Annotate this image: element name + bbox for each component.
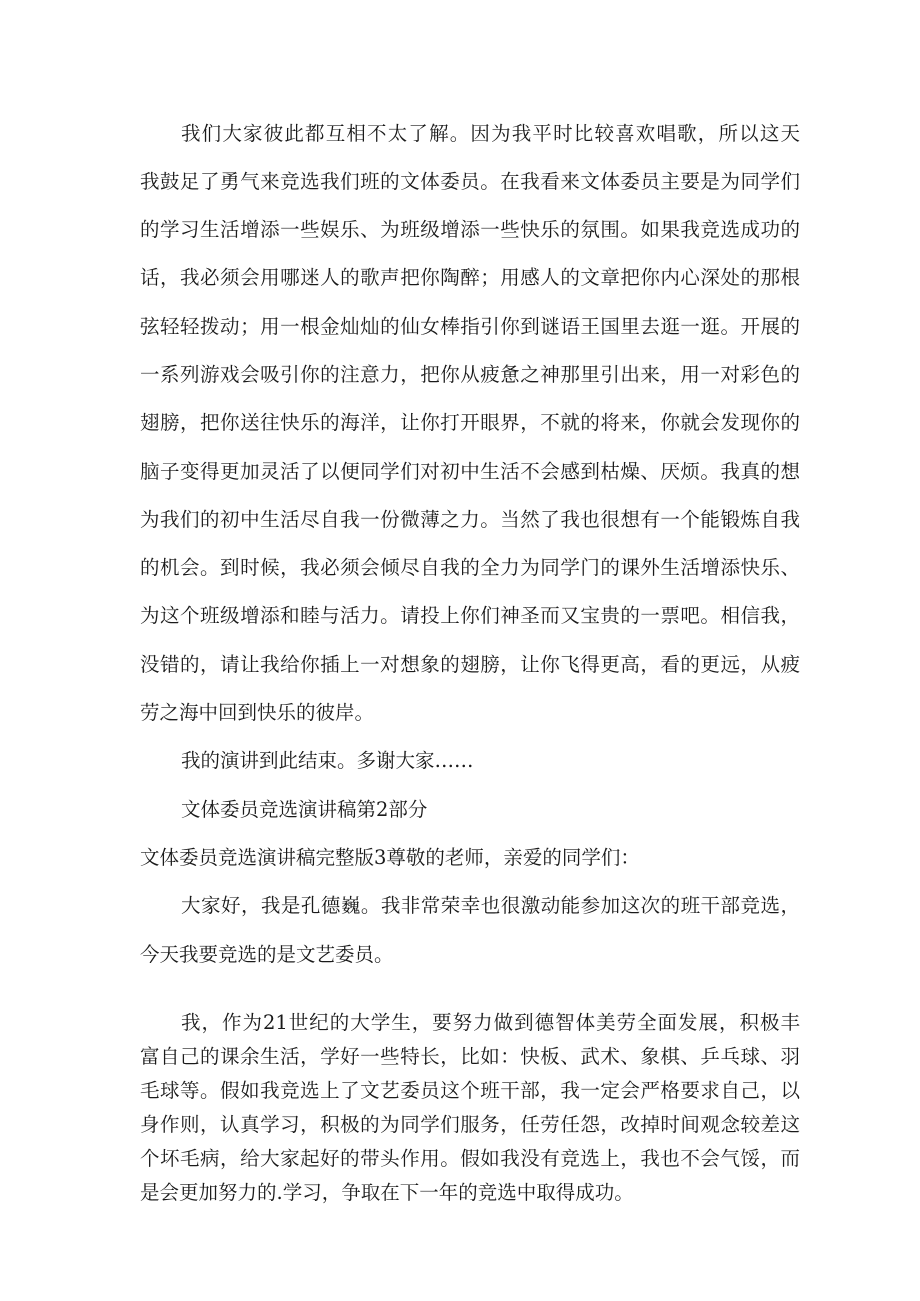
- paragraph-line: 的学习生活增添一些娱乐、为班级增添一些快乐的氛围。如果我竞选成功的: [140, 218, 800, 241]
- paragraph-line: 脑子变得更加灵活了以便同学们对初中生活不会感到枯燥、厌烦。我真的想: [140, 460, 800, 483]
- paragraph-line: 是会更加努力的.学习，争取在下一年的竞选中取得成功。: [140, 1181, 634, 1204]
- paragraph-line: 我们大家彼此都互相不太了解。因为我平时比较喜欢唱歌，所以这天: [181, 122, 800, 145]
- paragraph-line: 劳之海中回到快乐的彼岸。: [140, 701, 375, 724]
- paragraph-line: 话，我必须会用哪迷人的歌声把你陶醉；用感人的文章把你内心深处的那根: [140, 266, 800, 289]
- closing-line: 我的演讲到此结束。多谢大家……: [181, 749, 474, 772]
- paragraph-line: 我，作为21世纪的大学生，要努力做到德智体美劳全面发展，积极丰: [181, 1011, 800, 1034]
- paragraph-line: 为这个班级增添和睦与活力。请投上你们神圣而又宝贵的一票吧。相信我，: [140, 604, 800, 627]
- paragraph-line: 毛球等。假如我竞选上了文艺委员这个班干部，我一定会严格要求自己，以: [140, 1079, 800, 1102]
- speech-salutation: 文体委员竞选演讲稿完整版3尊敬的老师，亲爱的同学们：: [140, 846, 640, 869]
- section-heading: 文体委员竞选演讲稿第2部分: [181, 798, 428, 821]
- paragraph-line: 没错的，请让我给你插上一对想象的翅膀，让你飞得更高，看的更远，从疲: [140, 653, 800, 676]
- paragraph-line: 弦轻轻拨动；用一根金灿灿的仙女棒指引你到谜语王国里去逛一逛。开展的: [140, 315, 800, 338]
- paragraph-line: 为我们的初中生活尽自我一份微薄之力。当然了我也很想有一个能锻炼自我: [140, 508, 800, 531]
- paragraph-line: 富自己的课余生活，学好一些特长，比如：快板、武术、象棋、乒乓球、羽: [140, 1045, 800, 1068]
- paragraph-line: 大家好，我是孔德巍。我非常荣幸也很激动能参加这次的班干部竞选，: [181, 894, 800, 917]
- paragraph-line: 今天我要竞选的是文艺委员。: [140, 943, 394, 966]
- paragraph-line: 身作则，认真学习，积极的为同学们服务，任劳任怨，改掉时间观念较差这: [140, 1113, 800, 1136]
- paragraph-line: 一系列游戏会吸引你的注意力，把你从疲惫之神那里引出来，用一对彩色的: [140, 363, 800, 386]
- paragraph-line: 的机会。到时候，我必须会倾尽自我的全力为同学门的课外生活增添快乐、: [140, 556, 800, 579]
- paragraph-line: 个坏毛病，给大家起好的带头作用。假如我没有竞选上，我也不会气馁，而: [140, 1147, 800, 1170]
- paragraph-line: 翅膀，把你送往快乐的海洋，让你打开眼界，不就的将来，你就会发现你的: [140, 411, 800, 434]
- paragraph-line: 我鼓足了勇气来竞选我们班的文体委员。在我看来文体委员主要是为同学们: [140, 170, 800, 193]
